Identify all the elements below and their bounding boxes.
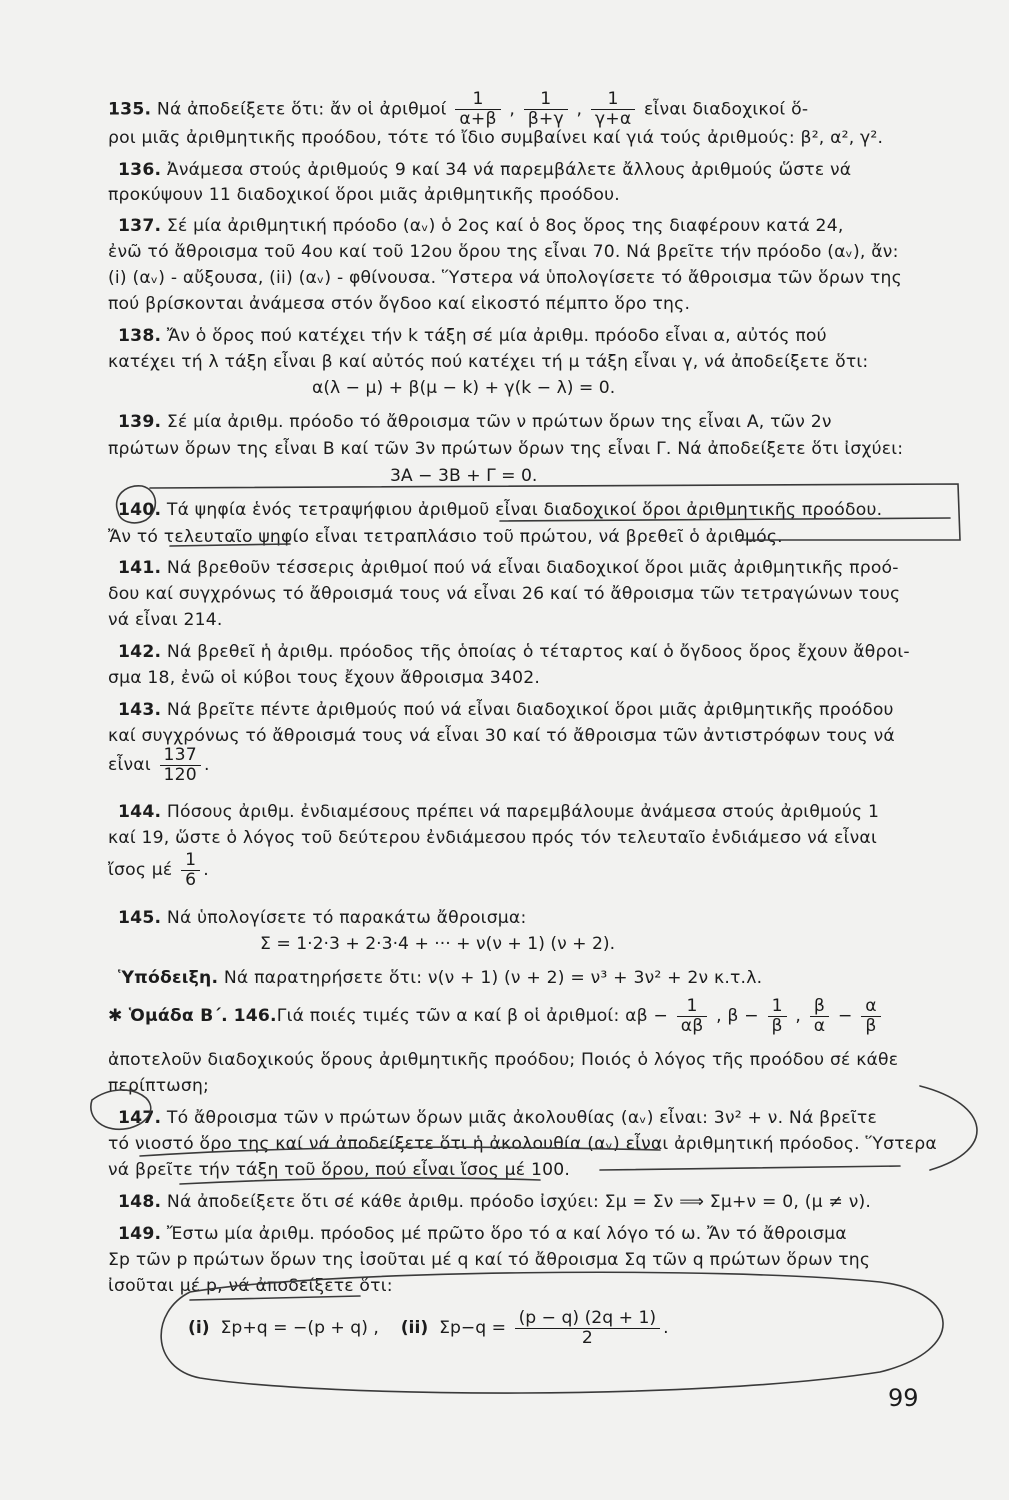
exercise-143-line-2: καί συγχρόνως τό ἄθροισμά τους νά εἶναι 30 καί τό ἄθροισμα τῶν ἀντιστρόφων τους νά — [108, 726, 895, 746]
exercise-141-line-2: δου καί συγχρόνως τό ἄθροισμά τους νά εἶναι 26 καί τό ἄθροισμα τῶν τετραγώνων τους — [108, 584, 901, 604]
fraction: $\frac{1}{6}$ — [181, 851, 200, 890]
underline-147-mark — [140, 1147, 660, 1156]
exercise-142-line-1: 142. Νά βρεθεῖ ἡ ἀριθμ. πρόοδος τῆς ὁποίας ὁ τέταρτος καί ὁ ὄγδοος ὅρος ἔχουν ἄθροι- — [118, 642, 910, 662]
box-140-mark — [150, 484, 960, 540]
exercise-136-line-1: 136. Ἀνάμεσα στούς ἀριθμούς 9 καί 34 νά παρεμβάλετε ἄλλους ἀριθμούς ὥστε νά — [118, 160, 852, 180]
exercise-139-line-1: 139. Σέ μία ἀριθμ. πρόοδο τό ἄθροισμα τῶν ν πρώτων ὅρων της εἶναι Α, τῶν 2ν — [118, 412, 832, 432]
exercise-138-line-1: 138. Ἄν ὁ ὅρος πού κατέχει τήν k τάξη σέ μία ἀριθμ. πρόοδο εἶναι α, αὐτός πού — [118, 326, 827, 346]
underline-147b-mark — [180, 1178, 540, 1184]
fraction: $\frac{1}{\alpha+\beta}$ — [455, 90, 500, 129]
fraction: $\frac{\beta}{\alpha}$ — [810, 997, 830, 1036]
exercise-136-line-2: προκύψουν 11 διαδοχικοί ὅροι μιᾶς ἀριθμητικῆς προόδου. — [108, 185, 620, 205]
exercise-141-line-1: 141. Νά βρεθοῦν τέσσερις ἀριθμοί πού νά εἶναι διαδοχικοί ὅροι μιᾶς ἀριθμητικῆς προό- — [118, 558, 899, 578]
exercise-144-line-2: καί 19, ὥστε ὁ λόγος τοῦ δεύτερου ἐνδιάμεσου πρός τόν τελευταῖο ἐνδιάμεσο νά εἶναι — [108, 828, 877, 848]
circle-147-mark — [91, 1090, 151, 1129]
exercise-138-equation: α(λ − μ) + β(μ − k) + γ(k − λ) = 0. — [312, 378, 616, 398]
exercise-141-line-3: νά εἶναι 214. — [108, 610, 223, 630]
exercise-148-line-1: 148. Νά ἀποδείξετε ὅτι σέ κάθε ἀριθμ. πρόοδο ἰσχύει: Σμ = Σν ⟹ Σμ+ν = 0, (μ ≠ ν). — [118, 1192, 872, 1212]
exercise-137-line-1: 137. Σέ μία ἀριθμητική πρόοδο (αᵥ) ὁ 2ος καί ὁ 8ος ὅρος της διαφέρουν κατά 24, — [118, 216, 844, 236]
exercise-137-line-3: (i) (αᵥ) - αὔξουσα, (ii) (αᵥ) - φθίνουσα. Ὕστερα νά ὑπολογίσετε τό ἄθροισμα τῶν ὅρων της — [108, 268, 902, 288]
text: εἶναι διαδοχικοί ὅ- — [644, 99, 809, 120]
exercise-142-line-2: σμα 18, ἐνῶ οἱ κύβοι τους ἔχουν ἄθροισμα 3402. — [108, 668, 541, 688]
exercise-146-line-1: ✱ Ὁμάδα Β΄. 146.Γιά ποιές τιμές τῶν α καί β οἱ ἀριθμοί: αβ − $\frac{1}{\alpha\beta}$ , β − $\frac{1}{\beta}$ , $\frac{\beta}{\alpha}$ − $\frac{\alpha}{\beta}$ — [108, 996, 918, 1036]
exercise-143-line-1: 143. Νά βρεῖτε πέντε ἀριθμούς πού νά εἶναι διαδοχικοί ὅροι μιᾶς ἀριθμητικῆς προόδου — [118, 700, 894, 720]
exercise-137-line-4: πού βρίσκονται ἀνάμεσα στόν ὄγδοο καί εἰκοστό πέμπτο ὅρο της. — [108, 294, 691, 314]
exercise-137-line-2: ἐνῶ τό ἄθροισμα τοῦ 4ου καί τοῦ 12ου ὅρου της εἶναι 70. Νά βρεῖτε τήν πρόοδο (αᵥ), ἄν: — [108, 242, 899, 262]
underline-147c-mark — [600, 1166, 900, 1170]
exercise-144-line-3: ἴσος μέ $\frac{1}{6}$ . — [108, 849, 209, 890]
fraction: $\frac{\alpha}{\beta}$ — [861, 997, 881, 1036]
exercise-146-line-2: ἀποτελοῦν διαδοχικούς ὅρους ἀριθμητικῆς προόδου; Ποιός ὁ λόγος τῆς προόδου σέ κάθε — [108, 1050, 899, 1070]
exercise-140-line-1: 140. Τά ψηφία ἑνός τετραψήφιου ἀριθμοῦ εἶναι διαδοχικοί ὅροι ἀριθμητικῆς προόδου. — [118, 500, 883, 520]
underline-140-mark — [500, 518, 950, 521]
fraction: $\frac{(p - q) (2q + 1)}{2}$ — [515, 1309, 661, 1348]
exercise-145-line-1: 145. Νά ὑπολογίσετε τό παρακάτω ἄθροισμα: — [118, 908, 527, 928]
exercise-147-line-2: τό νιοστό ὅρο της καί νά ἀποδείξετε ὅτι ἡ ἀκολουθία (αᵥ) εἶναι ἀριθμητική πρόοδος. Ὕστερα — [108, 1134, 937, 1154]
circle-140-mark — [117, 486, 156, 523]
group-heading: ✱ Ὁμάδα Β΄. — [108, 1006, 228, 1026]
page-number: 99 — [888, 1384, 919, 1412]
arc-147-mark — [920, 1086, 977, 1170]
exercise-140-line-2: Ἄν τό τελευταῖο ψηφίο εἶναι τετραπλάσιο τοῦ πρώτου, νά βρεθεῖ ὁ ἀριθμός. — [108, 527, 783, 547]
exercise-139-line-2: πρώτων ὅρων της εἶναι Β καί τῶν 3ν πρώτων ὅρων της εἶναι Γ. Νά ἀποδείξετε ὅτι ἰσχύει: — [108, 439, 904, 459]
exercise-149-line-2: Σp τῶν p πρώτων ὅρων της ἰσοῦται μέ q καί τό ἄθροισμα Σq τῶν q πρώτων ὅρων της — [108, 1250, 871, 1270]
exercise-135-line-2: ροι μιᾶς ἀριθμητικῆς προόδου, τότε τό ἴδιο συμβαίνει καί γιά τούς ἀριθμούς: β², α², γ². — [108, 128, 884, 148]
exercise-143-line-3: εἶναι $\frac{137}{120}$ . — [108, 744, 210, 785]
exercise-139-equation: 3Α − 3Β + Γ = 0. — [390, 466, 538, 486]
exercise-149-equations: (i) Σp+q = −(p + q) , (ii) Σp−q = $\frac{(p - q) (2q + 1)}{2}$ . — [188, 1307, 669, 1348]
underline-149-mark — [190, 1296, 360, 1300]
fraction: $\frac{1}{\gamma+\alpha}$ — [591, 90, 636, 129]
exercise-145-hint: Ὑπόδειξη. Νά παρατηρήσετε ὅτι: ν(ν + 1) (ν + 2) = ν³ + 3ν² + 2ν κ.τ.λ. — [118, 968, 763, 988]
exercise-138-line-2: κατέχει τή λ τάξη εἶναι β καί αὐτός πού κατέχει τή μ τάξη εἶναι γ, νά ἀποδείξετε ὅτι: — [108, 352, 869, 372]
fraction: $\frac{1}{\beta}$ — [768, 997, 787, 1036]
exercise-146-line-3: περίπτωση; — [108, 1076, 210, 1096]
exercise-135-line-1: 135. Νά ἀποδείξετε ὅτι: ἄν οἱ ἀριθμοί $\frac{1}{\alpha+\beta}$ , $\frac{1}{\beta+\gamma}$ , $\frac{1}{\gamma+\alpha}$ εἶναι διαδοχικοί ὅ- — [108, 89, 809, 129]
exercise-144-line-1: 144. Πόσους ἀριθμ. ἐνδιαμέσους πρέπει νά παρεμβάλουμε ἀνάμεσα στούς ἀριθμούς 1 — [118, 802, 880, 822]
text: Νά ἀποδείξετε ὅτι: ἄν οἱ ἀριθμοί — [156, 99, 447, 120]
exercise-149-line-1: 149. Ἔστω μία ἀριθμ. πρόοδος μέ πρῶτο ὅρο τό α καί λόγο τό ω. Ἄν τό ἄθροισμα — [118, 1224, 847, 1244]
ellipse-149-mark — [161, 1272, 943, 1393]
exercise-147-line-3: νά βρεῖτε τήν τάξη τοῦ ὅρου, πού εἶναι ἴσος μέ 100. — [108, 1160, 571, 1180]
fraction: $\frac{137}{120}$ — [160, 746, 201, 785]
exercise-number: 135. — [108, 99, 152, 120]
exercise-147-line-1: 147. Τό ἄθροισμα τῶν ν πρώτων ὅρων μιᾶς ἀκολουθίας (αᵥ) εἶναι: 3ν² + ν. Νά βρεῖτε — [118, 1108, 877, 1128]
exercise-149-line-3: ἰσοῦται μέ p, νά ἀποδείξετε ὅτι: — [108, 1276, 393, 1296]
exercise-145-equation: Σ = 1·2·3 + 2·3·4 + ··· + ν(ν + 1) (ν + 2). — [260, 934, 616, 954]
fraction: $\frac{1}{\alpha\beta}$ — [677, 997, 708, 1036]
underline-140-line2-mark — [170, 544, 290, 546]
fraction: $\frac{1}{\beta+\gamma}$ — [524, 90, 568, 129]
